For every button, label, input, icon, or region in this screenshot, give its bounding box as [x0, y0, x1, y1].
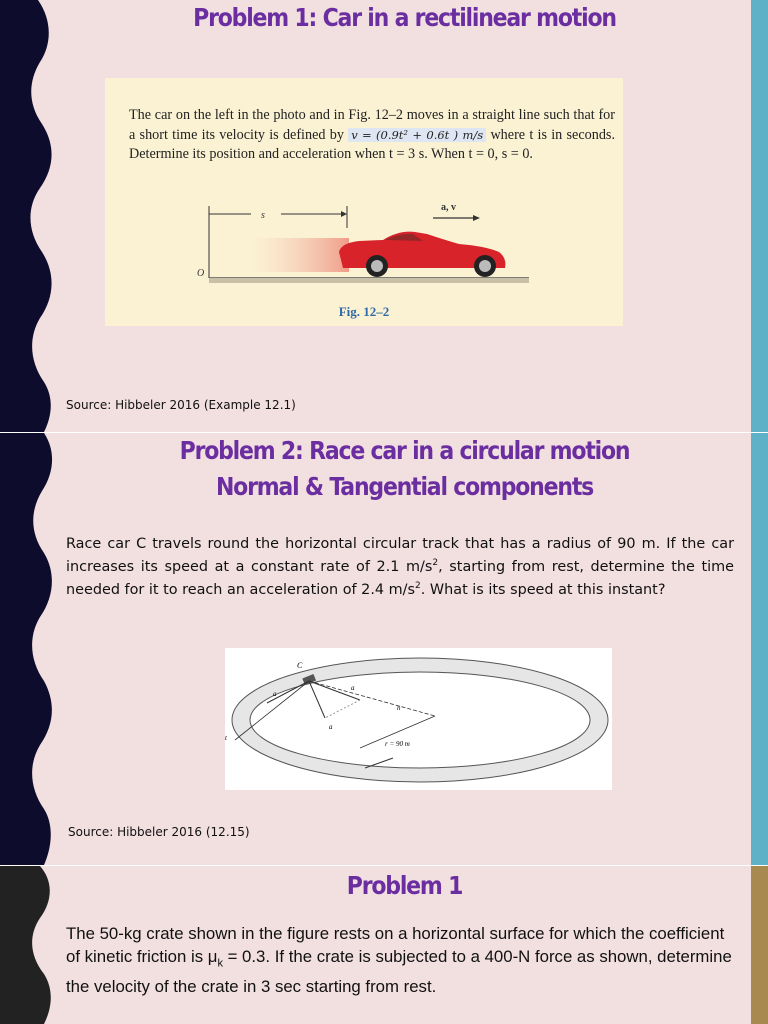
car-figure: [189, 196, 539, 296]
problem-statement: Race car C travels round the horizontal circular track that has a radius of 90 m. If the car increases its speed at a constant rate of 2.1 $m/s^2$, starting from rest, determine the time needed for it to reach an acceleration of 2.4 $m/s^2$. What is its speed at this instant?: [66, 536, 735, 598]
label-a-v: a, v: [441, 202, 456, 213]
svg-text:a: a: [329, 723, 333, 731]
left-decorative-band: [0, 866, 58, 1024]
motion-blur: [249, 238, 349, 272]
left-decorative-band: [0, 0, 58, 432]
source-citation: Source: Hibbeler 2016 (12.15): [68, 825, 250, 839]
label-origin: O: [197, 268, 205, 279]
problem-statement: The 50-kg crate shown in the figure rests on a horizontal surface for which the coefficient of kinetic friction is $\mu_k = 0.3$. If the crate is subjected to a 400-N force as shown, determine the velocity of the crate in 3 sec starting from rest.: [66, 924, 732, 997]
problem-statement: [129, 106, 615, 165]
label-c: C: [297, 661, 303, 670]
slide-title: Problem 1: Car in a rectilinear motion: [193, 4, 616, 33]
statement-text: The car on the left in the photo and in Fig. 12–2 moves in a straight line such that for a short time its velocity is defined by: [129, 107, 615, 143]
svg-text:a: a: [273, 690, 277, 698]
svg-text:n: n: [397, 704, 401, 712]
svg-text:a: a: [351, 684, 355, 692]
slide-title: Problem 1: [346, 872, 463, 901]
svg-text:t: t: [225, 734, 227, 742]
source-citation: Source: Hibbeler 2016 (Example 12.1): [66, 398, 296, 412]
right-accent-band: [751, 0, 768, 432]
left-decorative-band: [0, 433, 58, 865]
right-accent-band: [751, 866, 768, 1024]
slide-problem-2-race-car: [0, 433, 768, 865]
right-accent-band: [751, 433, 768, 865]
slide-problem-1-crate: [0, 866, 768, 1024]
label-s: s: [261, 210, 265, 221]
figure-caption: Fig. 12–2: [338, 304, 390, 319]
slide-problem-1-car: [0, 0, 768, 432]
statement-text-end: where t is in seconds. Determine its position and acceleration when t = 3 s. When t = 0, s = 0.: [129, 126, 615, 162]
textbook-excerpt: [105, 78, 623, 326]
velocity-equation: v = (0.9t² + 0.6t ) m/s: [348, 128, 486, 142]
label-radius: r = 90 m: [385, 740, 410, 748]
slide-subtitle: Normal & Tangential components: [215, 473, 594, 502]
slide-title: Problem 2: Race car in a circular motion: [179, 437, 630, 466]
circular-track-figure: [225, 648, 612, 790]
